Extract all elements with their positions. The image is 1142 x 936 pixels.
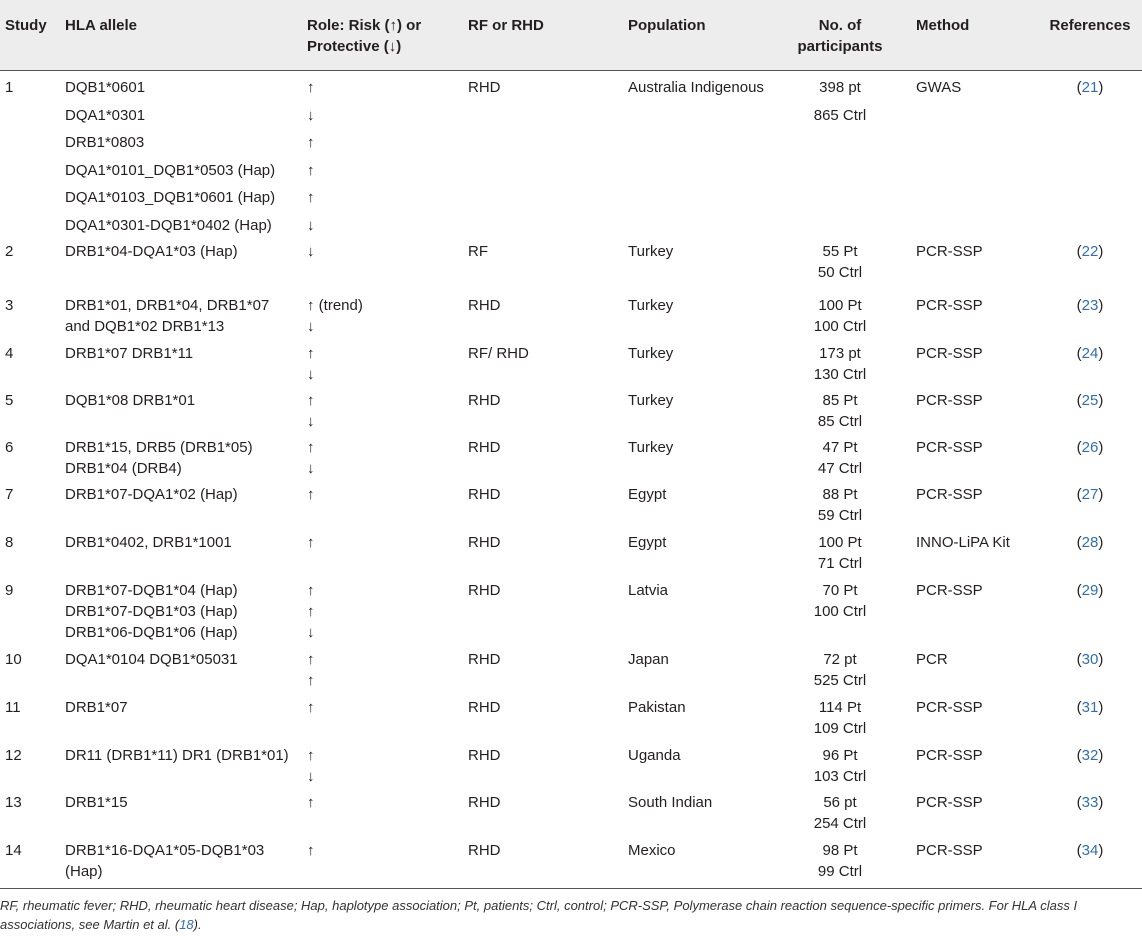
cell-method: PCR-SSP <box>916 699 983 716</box>
cell-study: 9 <box>5 582 14 599</box>
cell-hla-allele: DRB1*15 <box>65 794 128 811</box>
table-footnote: RF, rheumatic fever; RHD, rheumatic heart disease; Hap, haplotype association; Pt, patients; Ctrl, control; PCR-SSP, Polymerase chain reaction sequence-specific primers. For HLA class I associations, see Martin et al. (18). <box>0 898 1078 932</box>
cell-participants: 70 Pt <box>822 582 858 599</box>
cell-role: ↑ <box>307 79 315 96</box>
cell-hla-allele: DQA1*0301 <box>65 106 146 124</box>
cell-hla-allele: DRB1*04 (DRB4) <box>65 460 182 477</box>
cell-role: ↑ <box>307 603 315 620</box>
reference-number: 27 <box>1081 486 1099 503</box>
cell-role: ↓ <box>307 243 315 260</box>
cell-rf-or-rhd: RHD <box>468 794 501 811</box>
cell-participants: 96 Pt <box>822 747 858 764</box>
cell-hla-allele: DRB1*07 <box>65 699 128 716</box>
cell-role: ↓ <box>307 318 315 335</box>
cell-study: 4 <box>5 345 14 362</box>
header-references: References <box>1049 17 1131 34</box>
cell-study: 1 <box>5 79 14 96</box>
cell-hla-allele: (Hap) <box>65 863 103 880</box>
cell-study: 2 <box>5 243 14 260</box>
header-participants <box>790 15 890 57</box>
cell-role: ↑ <box>307 699 315 716</box>
cell-population: Turkey <box>628 439 674 456</box>
cell-hla-allele: DRB1*07-DQB1*03 (Hap) <box>65 603 238 620</box>
cell-population: Turkey <box>628 345 674 362</box>
cell-participants: 114 Pt <box>818 699 862 716</box>
cell-rf-or-rhd: RHD <box>468 439 501 456</box>
cell-hla-allele: DRB1*01, DRB1*04, DRB1*07 <box>65 297 270 314</box>
cell-role: ↑ <box>307 651 315 668</box>
cell-participants: 100 Pt <box>818 297 862 314</box>
cell-study: 8 <box>5 534 14 551</box>
cell-rf-or-rhd: RHD <box>468 699 501 716</box>
cell-method: PCR-SSP <box>916 582 983 599</box>
cell-rf-or-rhd: RHD <box>468 79 501 96</box>
cell-role: ↑ <box>307 189 315 207</box>
reference-number: 21 <box>1081 79 1099 96</box>
cell-participants: 100 Ctrl <box>813 318 867 335</box>
cell-hla-allele: DR11 (DRB1*11) DR1 (DRB1*01) <box>65 747 289 764</box>
reference-link[interactable]: (31) <box>1076 699 1104 716</box>
cell-role: ↑ <box>307 392 315 409</box>
cell-hla-allele: DRB1*07-DQB1*04 (Hap) <box>65 582 238 599</box>
cell-role: ↓ <box>307 768 315 785</box>
reference-number: 23 <box>1081 297 1099 314</box>
cell-role: ↑ <box>307 486 315 503</box>
cell-population: Egypt <box>628 534 667 551</box>
reference-number: 24 <box>1081 345 1099 362</box>
cell-role: ↑ <box>307 794 315 811</box>
cell-method: PCR-SSP <box>916 392 983 409</box>
cell-hla-allele: DRB1*06-DQB1*06 (Hap) <box>65 624 238 641</box>
cell-population: Turkey <box>628 243 674 260</box>
cell-role: ↓ <box>307 106 315 124</box>
header-role <box>307 15 421 57</box>
cell-method: PCR-SSP <box>916 297 983 314</box>
reference-link[interactable]: (29) <box>1076 582 1104 599</box>
header-population: Population <box>628 17 706 34</box>
cell-rf-or-rhd: RHD <box>468 534 501 551</box>
cell-participants: 109 Ctrl <box>813 720 867 737</box>
cell-participants: 85 Ctrl <box>817 413 863 430</box>
cell-participants: 865 Ctrl <box>813 106 867 124</box>
cell-participants: 100 Ctrl <box>813 603 867 620</box>
cell-role: ↑ <box>307 842 315 859</box>
cell-study: 6 <box>5 439 14 456</box>
reference-link[interactable]: (21) <box>1076 79 1104 96</box>
cell-method: PCR-SSP <box>916 439 983 456</box>
cell-method: PCR-SSP <box>916 486 983 503</box>
cell-rf-or-rhd: RHD <box>468 582 501 599</box>
reference-number: 30 <box>1081 651 1099 668</box>
cell-rf-or-rhd: RHD <box>468 651 501 668</box>
cell-participants: 59 Ctrl <box>817 507 863 524</box>
cell-role: ↑ <box>307 672 315 689</box>
reference-link[interactable]: (26) <box>1076 439 1104 456</box>
cell-role: ↑ <box>307 582 315 599</box>
cell-hla-allele: DRB1*16-DQA1*05-DQB1*03 <box>65 842 265 859</box>
cell-role: ↑ <box>307 439 315 456</box>
cell-rf-or-rhd: RHD <box>468 486 501 503</box>
reference-link[interactable]: (25) <box>1076 392 1104 409</box>
cell-population: Turkey <box>628 392 674 409</box>
cell-study: 3 <box>5 297 14 314</box>
cell-participants: 47 Ctrl <box>817 460 863 477</box>
cell-study: 12 <box>5 747 22 764</box>
cell-population: Japan <box>628 651 669 668</box>
cell-role: ↓ <box>307 217 315 234</box>
reference-number: 29 <box>1081 582 1099 599</box>
cell-participants: 254 Ctrl <box>813 815 867 832</box>
cell-hla-allele: DRB1*07 DRB1*11 <box>65 345 194 362</box>
cell-role: ↓ <box>307 624 315 641</box>
cell-hla-allele: and DQB1*02 DRB1*13 <box>65 318 225 335</box>
cell-role: ↓ <box>307 413 315 430</box>
cell-hla-allele: DRB1*0402, DRB1*1001 <box>65 534 232 551</box>
cell-participants: 85 Pt <box>822 392 858 409</box>
table-bottom-rule <box>0 888 1142 889</box>
cell-role: ↓ <box>307 366 315 383</box>
cell-participants: 72 pt <box>823 651 857 668</box>
cell-rf-or-rhd: RHD <box>468 842 501 859</box>
cell-population: Uganda <box>628 747 681 764</box>
cell-population: Turkey <box>628 297 674 314</box>
cell-hla-allele: DQA1*0101_DQB1*0503 (Hap) <box>65 161 276 179</box>
cell-role: ↑ <box>307 345 315 362</box>
cell-study: 7 <box>5 486 14 503</box>
cell-hla-allele: DRB1*04-DQA1*03 (Hap) <box>65 243 238 260</box>
reference-link[interactable]: (23) <box>1076 297 1104 314</box>
cell-participants: 47 Pt <box>822 439 858 456</box>
cell-role: ↑ <box>307 747 315 764</box>
cell-participants: 71 Ctrl <box>817 555 863 572</box>
cell-rf-or-rhd: RF <box>468 243 488 260</box>
reference-link[interactable]: (33) <box>1076 794 1104 811</box>
header-role-line2: Protective (↓) <box>307 38 402 55</box>
reference-number: 34 <box>1081 842 1099 859</box>
header-hla-allele: HLA allele <box>65 17 137 34</box>
reference-number: 28 <box>1081 534 1099 551</box>
header-method: Method <box>916 17 970 34</box>
cell-hla-allele: DQB1*08 DRB1*01 <box>65 392 196 409</box>
cell-role: ↑ (trend) <box>307 297 363 314</box>
reference-link[interactable]: (30) <box>1076 651 1104 668</box>
reference-number: 22 <box>1081 243 1099 260</box>
cell-role: ↑ <box>307 534 315 551</box>
cell-role: ↓ <box>307 460 315 477</box>
cell-population: South Indian <box>628 794 713 811</box>
cell-rf-or-rhd: RF/ RHD <box>468 345 529 362</box>
cell-method: PCR-SSP <box>916 243 983 260</box>
reference-number: 32 <box>1081 747 1099 764</box>
reference-number: 25 <box>1081 392 1099 409</box>
cell-population: Australia Indigenous <box>628 79 764 96</box>
cell-method: PCR-SSP <box>916 794 983 811</box>
cell-participants: 398 pt <box>819 79 861 96</box>
cell-population: Pakistan <box>628 699 686 716</box>
cell-hla-allele: DRB1*15, DRB5 (DRB1*05) <box>65 439 253 456</box>
reference-number: 31 <box>1081 699 1099 716</box>
cell-hla-allele: DRB1*07-DQA1*02 (Hap) <box>65 486 238 503</box>
reference-number: 33 <box>1081 794 1099 811</box>
cell-study: 10 <box>5 651 22 668</box>
cell-hla-allele: DQA1*0104 DQB1*05031 <box>65 651 238 668</box>
cell-method: PCR-SSP <box>916 345 983 362</box>
cell-role: ↑ <box>307 161 315 179</box>
cell-rf-or-rhd: RHD <box>468 747 501 764</box>
cell-participants: 525 Ctrl <box>813 672 867 689</box>
cell-participants: 100 Pt <box>818 534 862 551</box>
cell-population: Egypt <box>628 486 667 503</box>
cell-rf-or-rhd: RHD <box>468 297 501 314</box>
cell-method: INNO-LiPA Kit <box>916 534 1010 551</box>
cell-role: ↑ <box>307 134 315 152</box>
table-header <box>0 0 1142 71</box>
cell-participants: 55 Pt <box>822 243 858 260</box>
cell-population: Latvia <box>628 582 669 599</box>
cell-participants: 88 Pt <box>822 486 858 503</box>
cell-study: 11 <box>5 699 21 716</box>
header-role-line1: Role: Risk (↑) or <box>307 17 422 34</box>
cell-participants: 98 Pt <box>822 842 858 859</box>
cell-participants: 56 pt <box>823 794 857 811</box>
cell-method: PCR <box>916 651 948 668</box>
cell-method: GWAS <box>916 79 962 96</box>
cell-hla-allele: DQA1*0301-DQB1*0402 (Hap) <box>65 217 272 234</box>
cell-participants: 173 pt <box>819 345 861 362</box>
reference-link[interactable]: (28) <box>1076 534 1104 551</box>
cell-population: Mexico <box>628 842 676 859</box>
header-rf-or-rhd: RF or RHD <box>468 17 544 34</box>
reference-link[interactable]: (34) <box>1076 842 1104 859</box>
cell-study: 5 <box>5 392 14 409</box>
footnote-text: RF, rheumatic fever; RHD, rheumatic heart disease; Hap, haplotype association; Pt, patients; Ctrl, control; PCR-SSP, Polymerase chain reaction sequence-specific primers. For HLA class I associations, see Martin et al. <box>0 898 1078 932</box>
cell-rf-or-rhd: RHD <box>468 392 501 409</box>
header-participants-line1: No. of <box>818 17 862 34</box>
cell-participants: 103 Ctrl <box>813 768 867 785</box>
cell-participants: 99 Ctrl <box>817 863 863 880</box>
cell-participants: 130 Ctrl <box>813 366 867 383</box>
reference-link[interactable]: (24) <box>1076 345 1104 362</box>
reference-link[interactable]: (27) <box>1076 486 1104 503</box>
cell-participants: 50 Ctrl <box>817 264 863 281</box>
header-study: Study <box>5 17 47 34</box>
reference-link[interactable]: (22) <box>1076 243 1104 260</box>
cell-study: 13 <box>5 794 22 811</box>
cell-method: PCR-SSP <box>916 842 983 859</box>
header-participants-line2: participants <box>797 38 883 55</box>
cell-method: PCR-SSP <box>916 747 983 764</box>
cell-hla-allele: DQA1*0103_DQB1*0601 (Hap) <box>65 189 276 207</box>
cell-study: 14 <box>5 842 22 859</box>
cell-hla-allele: DQB1*0601 <box>65 79 146 96</box>
footnote-reference-link[interactable]: (18) <box>174 917 199 932</box>
cell-hla-allele: DRB1*0803 <box>65 134 145 152</box>
reference-link[interactable]: (32) <box>1076 747 1104 764</box>
reference-number: 26 <box>1081 439 1099 456</box>
